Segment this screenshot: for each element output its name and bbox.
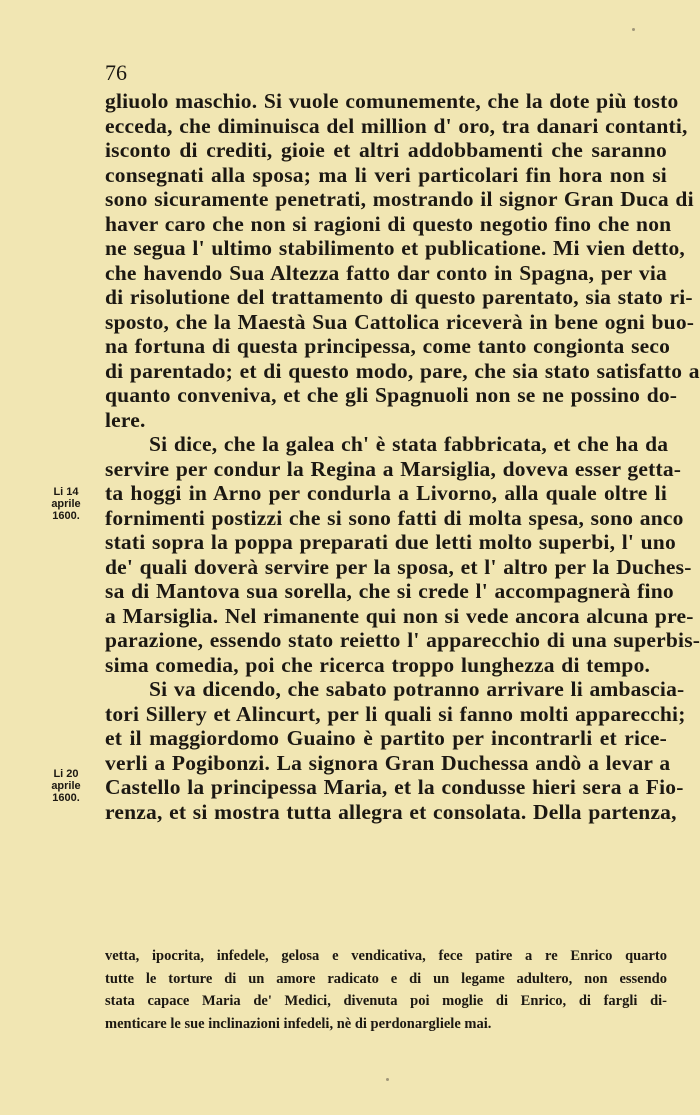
text-line: de' quali doverà servire per la sposa, et l' altro per la Duches- [105,554,692,579]
text-line: fornimenti postizzi che si sono fatti di molta spesa, sono anco [105,505,684,530]
body-text [105,89,700,824]
text-line: quanto conveniva, et che gli Spagnuoli non se ne possino do- [105,383,678,407]
margin-date-note [36,486,96,522]
text-line: di parentado; et di questo modo, pare, che sia stato satisfatto a [105,358,700,383]
page-number: 76 [105,60,127,85]
margin-note-line: Li 20 [53,768,79,780]
footnote-line: tutte le torture di un amore radicato e di un legame adultero, non essendo [105,970,667,987]
text-line: stati sopra la poppa preparati due letti molto superbi, l' uno [105,530,676,554]
text-line: ecceda, che diminuisca del million d' oro, tra danari contanti, [105,113,688,138]
margin-note-line: 1600. [52,510,80,522]
text-line: servire per condur la Regina a Marsiglia, doveva esser getta- [105,456,682,481]
footnote-line: stata capace Maria de' Medici, divenuta poi moglie di Enrico, di fargli di- [105,993,667,1009]
footnote-line: menticare le sue inclinazioni infedeli, nè di perdonargliele mai. [105,1015,492,1032]
text-line: consegnati alla sposa; ma li veri particolari fin hora non si [105,162,667,187]
text-line: Castello la principessa Maria, et la condusse hieri sera a Fio- [105,775,684,799]
text-line: isconto di crediti, gioie et altri addobbamenti che saranno [105,138,667,162]
text-line: lere. [105,407,146,432]
text-line: ta hoggi in Arno per condurla a Livorno, alla quale oltre li [105,481,667,505]
text-line: sono sicuramente penetrati, mostrando il signor Gran Duca di [105,187,694,211]
text-line: et il maggiordomo Guaino è partito per incontrarli et rice- [105,726,667,750]
text-line: che havendo Sua Altezza fatto dar conto in Spagna, per via [105,260,667,285]
text-line: renza, et si mostra tutta allegra et consolata. Della partenza, [105,799,677,824]
text-line: verli a Pogibonzi. La signora Gran Duchessa andò a levar a [105,750,671,775]
margin-note-line: 1600. [52,792,80,804]
paragraph-start-line: Si dice, che la galea ch' è stata fabbricata, et che ha da [149,432,669,456]
text-line: sa di Mantova sua sorella, che si crede l' accompagnerà fino [105,579,674,603]
text-line: ne segua l' ultimo stabilimento et publicatione. Mi vien detto, [105,236,685,260]
text-line: a Marsiglia. Nel rimanente qui non si vede ancora alcuna pre- [105,603,694,628]
paper-speck [386,1078,389,1081]
text-line: gliuolo maschio. Si vuole comunemente, che la dote più tosto [105,89,679,113]
paragraph-start-line: Si va dicendo, che sabato potranno arrivare li ambascia- [149,677,685,701]
text-line: parazione, essendo stato reietto l' apparecchio di una superbis- [105,628,700,652]
text-line: na fortuna di questa principessa, come tanto congionta seco [105,334,671,358]
text-line: sposto, che la Maestà Sua Cattolica riceverà in bene ogni buo- [105,309,695,334]
paper-speck [632,28,635,31]
margin-note-line: aprile [51,498,81,510]
margin-date-note [36,768,96,804]
text-line: di risolutione del trattamento di questo parentato, sia stato ri- [105,285,693,309]
footnote [105,945,667,1035]
text-line: sima comedia, poi che ricerca troppo lunghezza di tempo. [105,652,651,677]
margin-note-line: aprile [51,780,81,792]
margin-note-line: Li 14 [53,486,79,498]
text-line: haver caro che non si ragioni di questo negotio fino che non [105,211,672,236]
text-line: tori Sillery et Alincurt, per li quali si fanno molti apparecchi; [105,701,686,726]
footnote-line: vetta, ipocrita, infedele, gelosa e vendicativa, fece patire a re Enrico quarto [105,948,667,964]
